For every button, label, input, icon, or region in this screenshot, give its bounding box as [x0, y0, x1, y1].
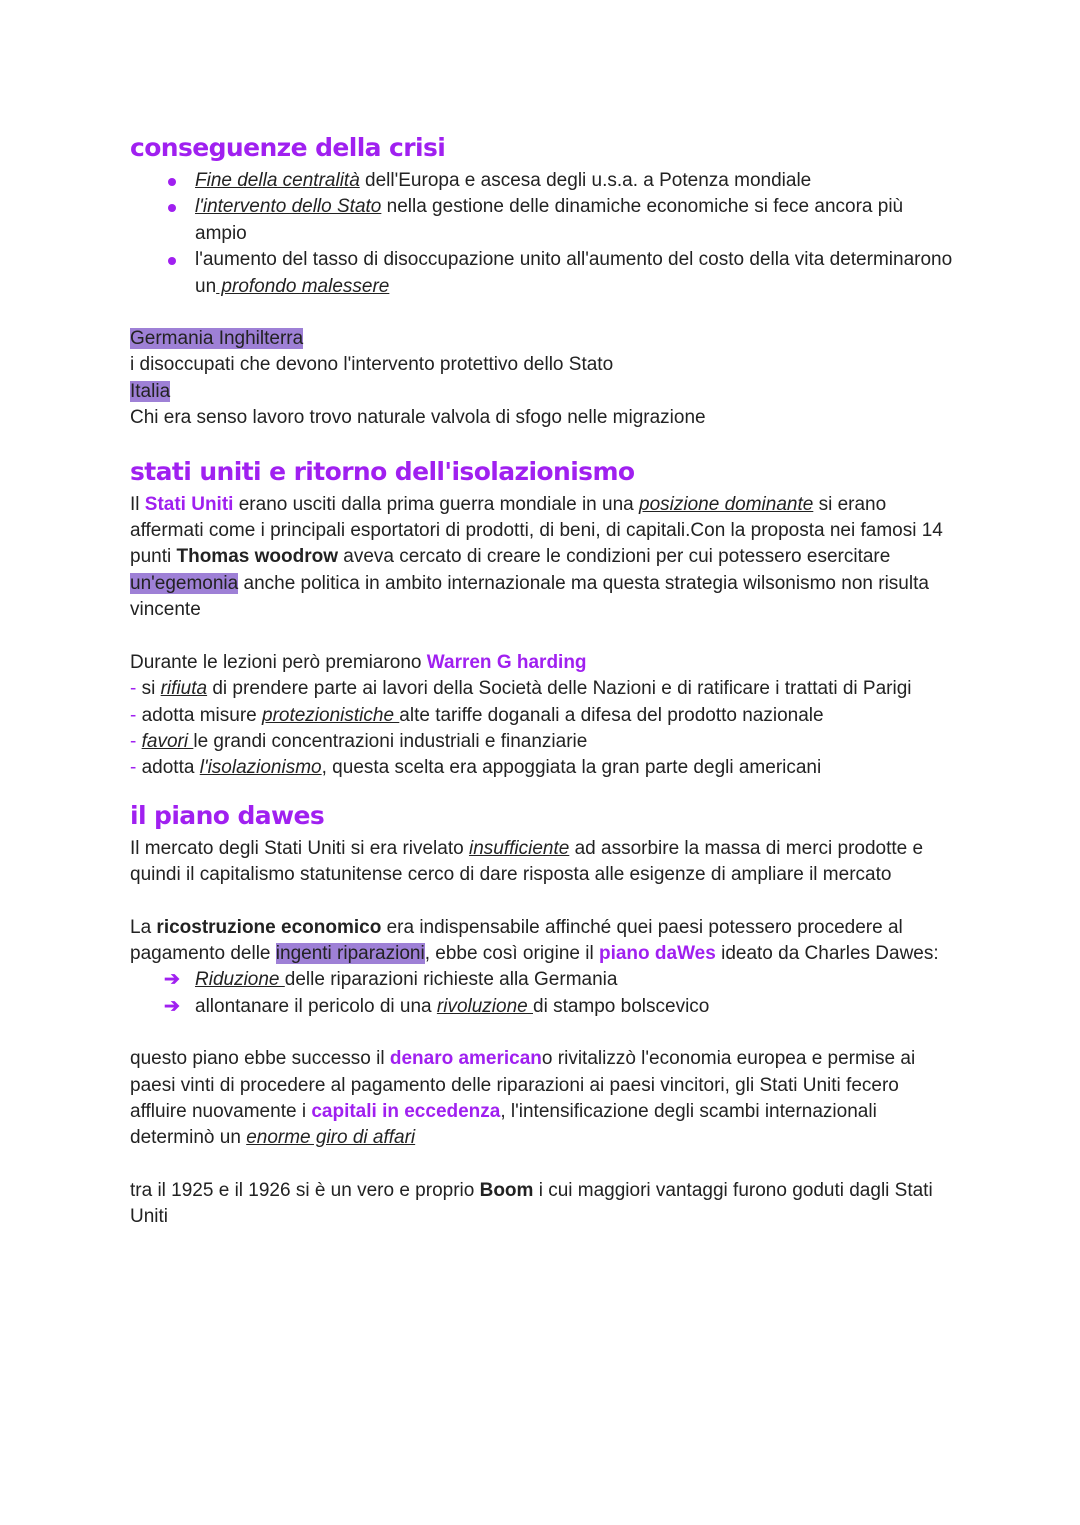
- paragraph: [130, 1178, 960, 1231]
- text: le grandi concentrazioni industriali e finanziarie: [193, 730, 588, 752]
- section-title-dawes-plan: il piano dawes: [130, 800, 325, 830]
- text: tra il 1925 e il 1926 si è un vero e proprio: [130, 1179, 480, 1201]
- underlined-text: profondo malessere: [216, 275, 390, 297]
- arrow-icon: ➔: [164, 995, 180, 1017]
- highlight-text: ingenti riparazioni: [275, 942, 425, 964]
- text: erano usciti dalla prima guerra mondiale in una: [233, 493, 640, 515]
- dash-icon: -: [130, 678, 137, 700]
- underlined-text: posizione dominante: [639, 493, 814, 515]
- highlight-text: un'egemonia: [130, 572, 239, 594]
- text: ad assorbire la massa di merci prodotte e quindi il capitalismo statunitense cerco di dare risposta alle esigenze di ampliare il mercato: [130, 837, 924, 886]
- text: Il mercato degli Stati Uniti si era rivelato: [130, 837, 469, 859]
- underlined-text: l'intervento dello Stato: [195, 196, 382, 218]
- list-item: [130, 994, 960, 1020]
- keyword: capitali in eccedenza: [311, 1100, 501, 1122]
- section-title-consequences: conseguenze della crisi: [130, 133, 446, 162]
- text: l'aumento del tasso di disoccupazione unito all'aumento del costo della vita determinarono un: [195, 249, 953, 297]
- text: alte tariffe doganali a difesa del prodotto nazionale: [399, 704, 824, 726]
- text: La: [130, 916, 157, 938]
- dash-item: [130, 729, 960, 755]
- text: di prendere parte ai lavori della Società delle Nazioni e di ratificare i trattati di Parigi: [207, 678, 912, 700]
- text: delle riparazioni richieste alla Germania: [284, 969, 618, 991]
- paragraph: [130, 1046, 960, 1152]
- text: si: [136, 678, 161, 700]
- text: era indispensabile affinché quei paesi potessero procedere al pagamento delle: [130, 916, 903, 964]
- underlined-text: insufficiente: [468, 837, 570, 859]
- paragraph: [130, 492, 960, 624]
- highlight-label: Italia: [130, 380, 171, 402]
- country-label: [130, 379, 960, 405]
- list-item: [130, 194, 960, 247]
- country-label: [130, 326, 960, 352]
- paragraph: [130, 650, 960, 676]
- underlined-text: enorme giro di affari: [246, 1127, 416, 1149]
- dash-icon: -: [130, 757, 137, 779]
- highlight-label: Germania Inghilterra: [130, 328, 304, 350]
- text: adotta misure: [136, 704, 262, 726]
- text: , l'intensificazione degli scambi internazionali determinò un: [130, 1100, 877, 1149]
- text: di stampo bolscevico: [533, 995, 710, 1017]
- underlined-text: rivoluzione: [436, 995, 533, 1017]
- underlined-text: protezionistiche: [262, 704, 400, 726]
- underlined-text: favori: [141, 730, 194, 752]
- dash-icon: -: [130, 730, 137, 752]
- dash-item: [130, 755, 960, 781]
- arrow-icon: ➔: [164, 969, 180, 991]
- keyword: denaro american: [389, 1048, 542, 1070]
- list-item: [130, 967, 960, 993]
- section-title-isolationism: stati uniti e ritorno dell'isolazionismo: [130, 456, 635, 486]
- keyword: Warren G harding: [426, 651, 587, 673]
- paragraph: [130, 836, 960, 889]
- document-content: [130, 128, 960, 1231]
- dash-item: [130, 676, 960, 702]
- bold-text: ricostruzione economico: [156, 916, 382, 938]
- text: allontanare il pericolo di una: [195, 995, 437, 1017]
- text: ideato da Charles Dawes:: [715, 942, 939, 964]
- paragraph: i disoccupati che devono l'intervento protettivo dello Stato: [130, 354, 614, 376]
- text: anche politica in ambito internazionale ma questa strategia wilsonismo non risulta vincente: [130, 572, 929, 621]
- dawes-list: [130, 967, 960, 1020]
- text: , ebbe così origine il: [424, 942, 599, 964]
- text: Il: [130, 493, 145, 515]
- consequences-list: [130, 168, 960, 300]
- underlined-text: Riduzione: [195, 969, 285, 991]
- text: questo piano ebbe successo il: [130, 1048, 390, 1070]
- text: , questa scelta era appoggiata la gran parte degli americani: [321, 757, 822, 779]
- underlined-text: l'isolazionismo: [199, 757, 322, 779]
- text: si erano affermati come i principali esportatori di prodotti, di beni, di capitali.Con la proposta nei famosi 14 punti: [130, 493, 943, 568]
- paragraph: [130, 915, 960, 968]
- text: o rivitalizzò l'economia europea e permise ai paesi vinti di procedere al pagamento delle riparazioni ai paesi vincitori, gli Stati Uniti fecero affluire nuovamente i: [130, 1048, 916, 1122]
- list-item: [130, 168, 960, 194]
- bold-text: Thomas woodrow: [176, 546, 338, 568]
- text: aveva cercato di creare le condizioni per cui potessero esercitare: [337, 546, 891, 568]
- underlined-text: Fine della centralità: [195, 170, 360, 191]
- keyword: piano daWes: [598, 942, 716, 964]
- dash-item: [130, 703, 960, 729]
- keyword: Stati Uniti: [144, 493, 234, 515]
- paragraph: Chi era senso lavoro trovo naturale valvola di sfogo nelle migrazione: [130, 407, 706, 429]
- list-item: [130, 247, 960, 300]
- bold-text: Boom: [479, 1179, 534, 1201]
- text: dell'Europa e ascesa degli u.s.a. a Potenza mondiale: [359, 170, 812, 191]
- text: nella gestione delle dinamiche economiche si fece ancora più ampio: [195, 196, 904, 244]
- text: adotta: [136, 757, 200, 779]
- text: i cui maggiori vantaggi furono goduti dagli Stati Uniti: [130, 1179, 933, 1228]
- underlined-text: rifiuta: [160, 678, 208, 700]
- dash-icon: -: [130, 704, 137, 726]
- text: Durante le lezioni però premiarono: [130, 651, 427, 673]
